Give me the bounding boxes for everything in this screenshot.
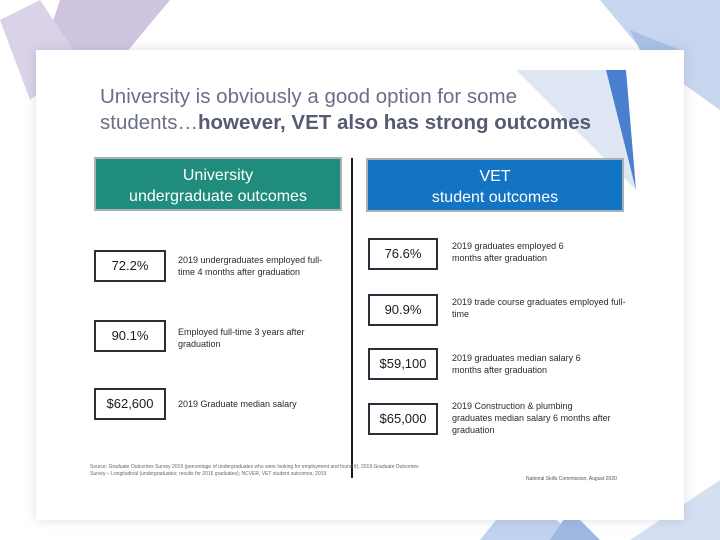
- university-header-line-1: University: [182, 167, 254, 184]
- vet-desc-construction-salary: 2019 Construction & plumbing graduates median salary 6 months after graduation: [452, 401, 611, 435]
- vet-header: [366, 158, 624, 212]
- vet-desc-trade-employed: 2019 trade course graduates employed full-time: [452, 297, 626, 319]
- university-stat-median-salary: $62,600: [94, 388, 166, 420]
- vet-stat-trade-employed: 90.9%: [368, 294, 438, 326]
- university-desc-median-salary: 2019 Graduate median salary: [178, 399, 297, 409]
- vet-desc-median-salary: 2019 graduates median salary 6 months after graduation: [452, 353, 581, 375]
- source-note: Source: Graduate Outcomes Survey 2019 (percentage of undergraduates who were looking for employment and found it); 2019 Graduate Outcomes Survey – Longitudinal (undergraduates; results for 2016 graduates); NCVER, VET student outcomes, 2019: [90, 464, 419, 477]
- title-line-2-plain: students…: [100, 111, 198, 134]
- vet-stat-employed-6-months: 76.6%: [368, 238, 438, 270]
- vet-stat-median-salary: $59,100: [368, 348, 438, 380]
- credit-note: National Skills Commission, August 2020: [526, 476, 617, 482]
- university-stat-employed-4-months: 72.2%: [94, 250, 166, 282]
- vet-header-line-2: student outcomes: [431, 189, 559, 206]
- column-divider: [351, 158, 353, 478]
- university-header-line-2: undergraduate outcomes: [129, 188, 307, 205]
- vet-desc-employed-6-months: 2019 graduates employed 6 months after graduation: [452, 241, 564, 263]
- vet-header-line-1: VET: [479, 168, 511, 185]
- university-header: [94, 157, 342, 211]
- university-stat-employed-3-years: 90.1%: [94, 320, 166, 352]
- title-line-1: University is obviously a good option for some: [100, 85, 518, 108]
- vet-stat-construction-salary: $65,000: [368, 403, 438, 435]
- university-desc-employed-4-months: 2019 undergraduates employed full-time 4 months after graduation: [178, 255, 323, 277]
- slide: [36, 50, 684, 520]
- title-line-2-bold: however, VET also has strong outcomes: [198, 111, 592, 134]
- slide-title: [100, 84, 620, 136]
- university-desc-employed-3-years: Employed full-time 3 years after graduation: [178, 327, 305, 349]
- title-line-2: [100, 110, 620, 136]
